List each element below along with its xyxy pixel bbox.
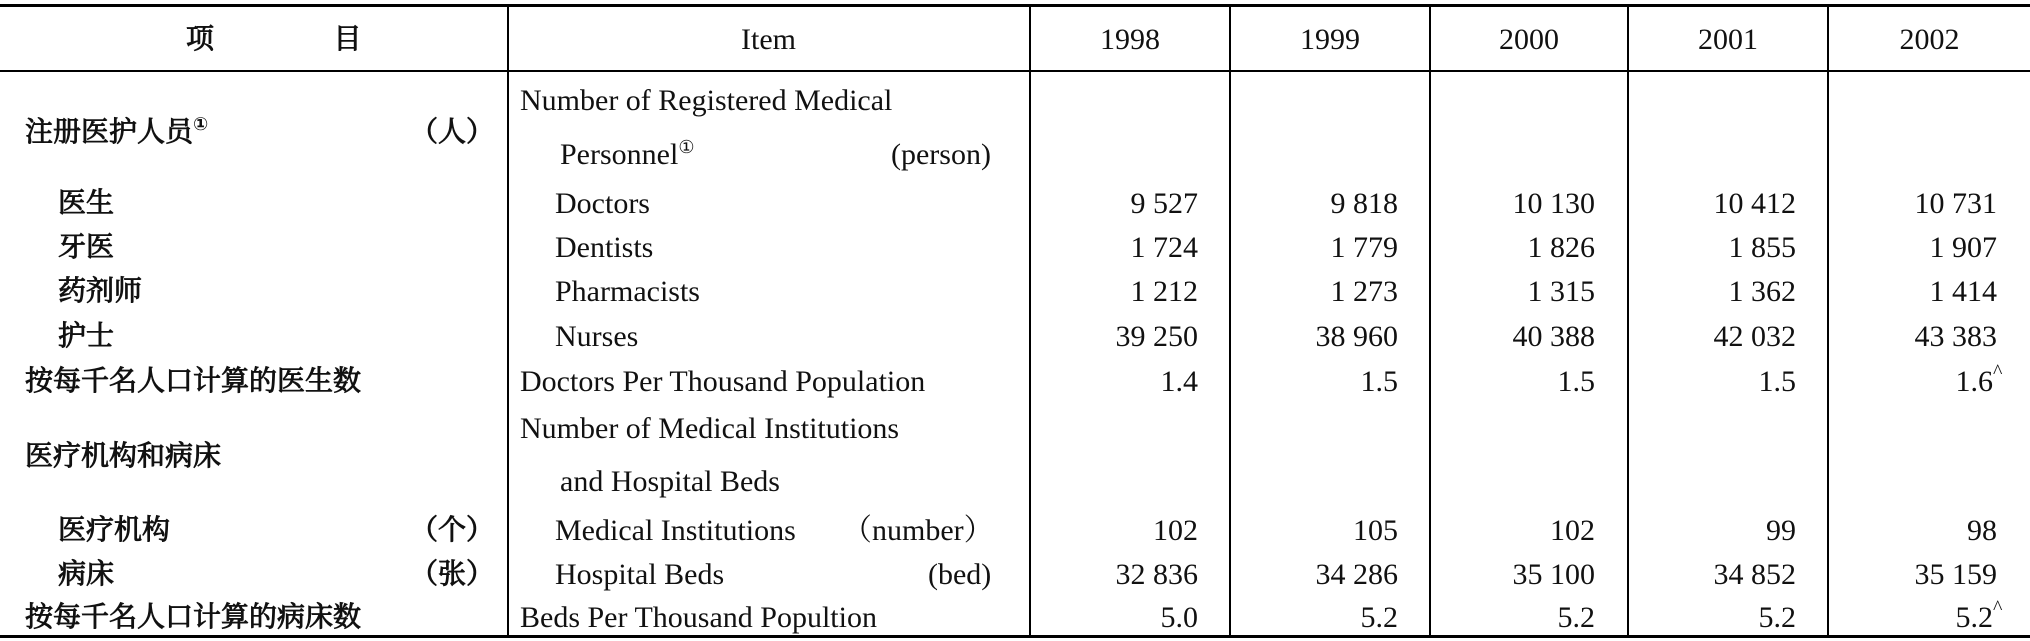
value-cell: 1.5 [1758,365,1796,398]
row-label-en: Nurses [555,320,639,353]
row-label-en: Doctors Per Thousand Population [520,365,926,398]
value-cell: 39 250 [1115,320,1198,353]
row-label-en: Doctors [555,187,650,220]
column-divider [1827,5,1829,637]
row-label-en: Dentists [555,231,654,264]
value-cell: 5.2 [1955,601,1993,634]
value-cell: 102 [1153,514,1198,547]
value-cell: 1 362 [1728,275,1796,308]
value-cell: 42 032 [1713,320,1796,353]
header-item-zh-part2: 目 [333,22,362,55]
row-unit-en: (person) [891,138,991,171]
value-cell: 105 [1353,514,1398,547]
value-cell: 1 273 [1330,275,1398,308]
row-label-en-cont: Personnel① [560,137,695,171]
value-cell: 40 388 [1512,320,1595,353]
value-cell: 1.4 [1160,365,1198,398]
superscript-mark: ^ [1993,361,2003,383]
header-year: 2002 [1899,23,1960,56]
row-label-en: Beds Per Thousand Popultion [520,601,877,634]
value-cell: 1 212 [1130,275,1198,308]
row-label-en: Hospital Beds [555,558,725,591]
superscript-mark: ^ [1993,597,2003,619]
value-cell: 5.2 [1557,601,1595,634]
value-cell: 34 852 [1713,558,1796,591]
value-cell: 1 724 [1130,231,1198,264]
header-year: 2001 [1698,23,1758,56]
row-label-zh: 医疗机构和病床 [25,439,222,472]
header-item-zh [186,22,362,55]
row-label-zh: 医疗机构 [58,513,171,546]
value-cell: 10 412 [1713,187,1796,220]
value-cell: 10 130 [1512,187,1595,220]
row-label-en: Number of Registered Medical [520,84,893,117]
value-cell: 1 315 [1527,275,1595,308]
value-cell: 1.5 [1557,365,1595,398]
value-cell: 10 731 [1914,187,1997,220]
row-label-zh: 护士 [58,319,115,352]
value-cell: 5.2 [1360,601,1398,634]
value-cell: 1 855 [1728,231,1796,264]
row-label-zh: 病床 [58,557,115,590]
top-rule [0,4,2030,7]
value-cell: 38 960 [1315,320,1398,353]
column-divider [1029,5,1031,637]
header-item-en: Item [741,23,796,56]
header-rule [0,70,2030,72]
row-label-zh: 按每千名人口计算的病床数 [25,600,362,633]
column-divider [1429,5,1431,637]
value-cell: 1 907 [1929,231,1997,264]
column-divider [1627,5,1629,637]
value-cell: 5.0 [1160,601,1198,634]
row-unit-en: (bed) [928,558,992,591]
value-cell: 1.5 [1360,365,1398,398]
header-year: 1998 [1100,23,1160,56]
row-label-en: Number of Medical Institutions [520,412,900,445]
value-cell: 43 383 [1914,320,1997,353]
value-cell: 35 100 [1512,558,1595,591]
footnote-mark: ① [678,137,695,157]
footnote-mark: ① [193,114,209,135]
value-cell: 102 [1550,514,1595,547]
value-cell: 1 414 [1929,275,1997,308]
row-label-zh: 药剂师 [58,274,143,307]
value-cell: 9 818 [1330,187,1398,220]
bottom-rule [0,635,2030,638]
column-divider [1229,5,1231,637]
header-year: 2000 [1499,23,1559,56]
value-cell: 9 527 [1130,187,1198,220]
row-label-zh: 按每千名人口计算的医生数 [25,364,362,397]
row-label-en: Medical Institutions [555,514,796,547]
value-cell: 1.6 [1955,365,1993,398]
value-cell: 34 286 [1315,558,1398,591]
row-unit-zh: （个） [410,513,495,546]
column-divider [507,5,509,637]
header-item-zh-part1: 项 [186,22,215,55]
row-label-en-cont: and Hospital Beds [560,465,780,498]
row-label-zh: 注册医护人员① [25,114,209,148]
row-unit-zh: （人） [410,115,495,148]
row-label-zh: 牙医 [58,230,115,263]
row-label-en: Pharmacists [555,275,700,308]
value-cell: 1 826 [1527,231,1595,264]
row-unit-en: （number） [842,514,994,547]
value-cell: 1 779 [1330,231,1398,264]
header-year: 1999 [1300,23,1360,56]
value-cell: 99 [1766,514,1796,547]
value-cell: 35 159 [1914,558,1997,591]
row-unit-zh: （张） [410,557,495,590]
value-cell: 98 [1967,514,1997,547]
value-cell: 32 836 [1115,558,1198,591]
row-label-zh: 医生 [58,186,115,219]
value-cell: 5.2 [1758,601,1796,634]
